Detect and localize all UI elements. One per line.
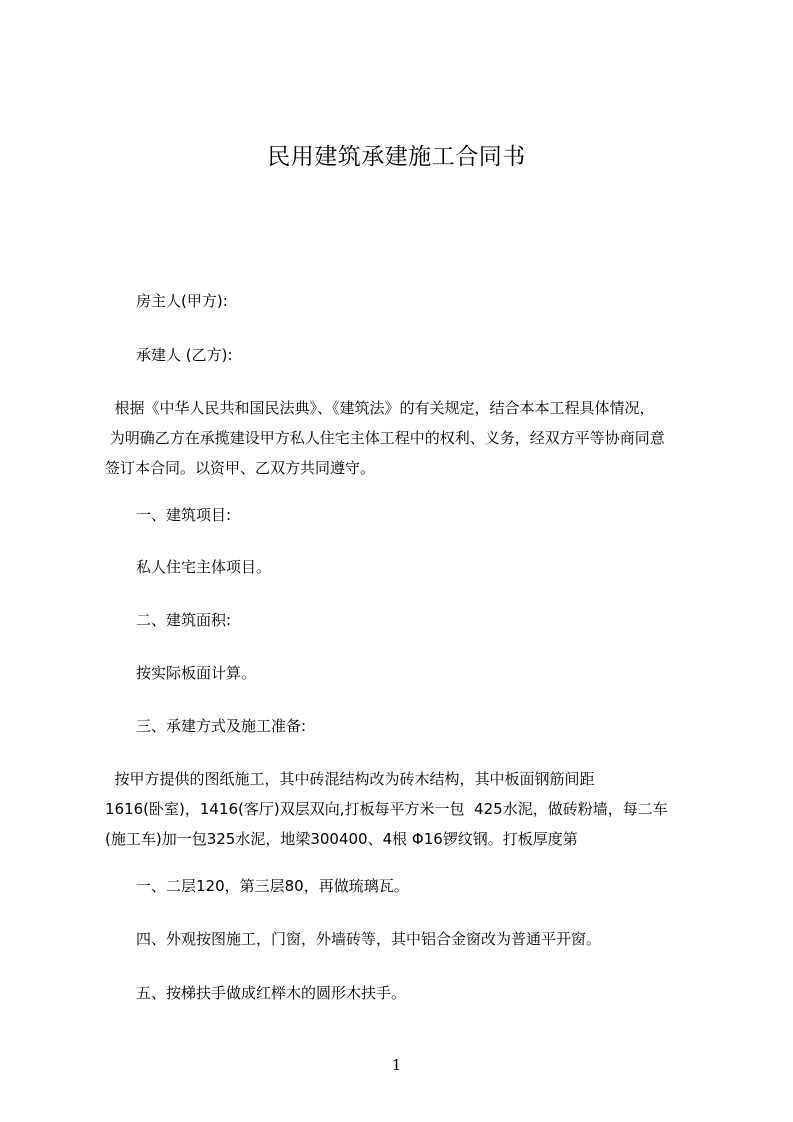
document-title: 民用建筑承建施工合同书 (267, 144, 526, 170)
preamble-line-3: 签订本合同。以资甲、乙双方共同遵守。 (105, 459, 376, 477)
preamble-line-1: 根据《中华人民共和国民法典》、《建筑法》的有关规定，结合本本工程具体情况， (105, 399, 655, 417)
section-3-line-3: (施工车)加一包325水泥，地梁300400、4根 Φ16锣纹钢。打板厚度第 (105, 830, 578, 848)
floors-line: 一、二层120，第三层80，再做琉璃瓦。 (136, 877, 409, 895)
party-a-line: 房主人(甲方): (136, 292, 228, 310)
section-1-body: 私人住宅主体项目。 (136, 558, 272, 576)
section-3-line-2: 1616(卧室)，1416(客厅)双层双向,打板每平方米一包 425水泥，做砖粉墙，每二车 (105, 800, 668, 818)
page-number: 1 (391, 1056, 402, 1074)
section-1-heading: 一、建筑项目: (136, 506, 232, 524)
section-2-body: 按实际板面计算。 (136, 664, 257, 682)
party-b-line: 承建人 (乙方): (136, 346, 233, 364)
section-3-body (105, 764, 720, 854)
preamble-paragraph (105, 393, 720, 483)
section-4: 四、外观按图施工，门窗，外墙砖等，其中铝合金窗改为普通平开窗。 (136, 930, 602, 948)
section-3-line-1: 按甲方提供的图纸施工，其中砖混结构改为砖木结构，其中板面钢筋间距 (105, 770, 595, 788)
preamble-line-2: 为明确乙方在承揽建设甲方私人住宅主体工程中的权利、义务，经双方平等协商同意 (105, 429, 665, 447)
section-3-heading: 三、承建方式及施工准备: (136, 717, 307, 735)
section-5: 五、按梯扶手做成红榉木的圆形木扶手。 (136, 984, 407, 1002)
section-2-heading: 二、建筑面积: (136, 611, 232, 629)
